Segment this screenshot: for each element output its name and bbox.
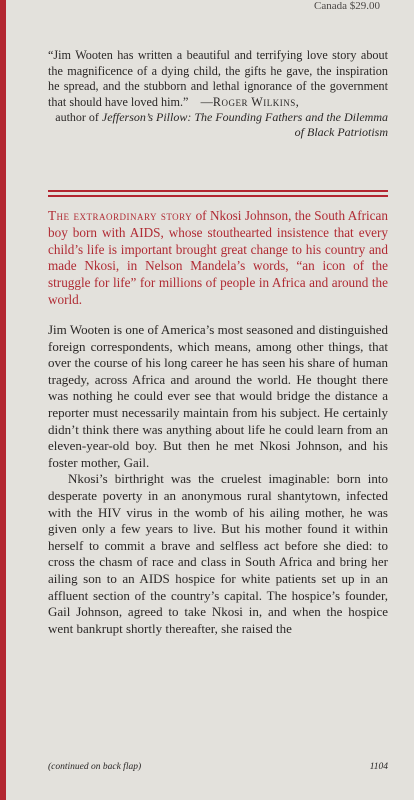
red-spine-edge xyxy=(0,0,6,800)
blurb-text xyxy=(48,48,388,110)
blurb-quote xyxy=(48,48,388,140)
blurb-body: “Jim Wooten has written a beautiful and terrifying love story about the magnificence of a dying child, the gifts he gave, the inspiration he spread, and the stubborn and lethal ignorance of the government that should have loved him.” xyxy=(48,48,388,109)
lead-caps: The extraordinary story xyxy=(48,208,193,223)
lead-paragraph xyxy=(48,208,388,309)
print-code: 1104 xyxy=(369,762,388,772)
price: Canada $29.00 xyxy=(314,0,380,12)
body-paragraph-2: Nkosi’s birthright was the cruelest imaginable: born into desperate poverty in an anonymous rural shantytown, infected with the HIV virus in the womb of his ailing mother, he was given only a few years to live. But his mother found it within herself to commit a brave and selfless act before she died: to cross the chasm of race and class in South Africa and bring her ailing son to an AIDS hospice for white patients set up in an affluent section of the country’s capital. The hospice’s founder, Gail Johnson, agreed to take Nkosi in, and when the hospice went bankrupt shortly thereafter, she raised the xyxy=(48,471,388,636)
body-text xyxy=(48,322,388,637)
attribution-name: Roger Wilkins, xyxy=(212,94,300,109)
divider-rule-bottom xyxy=(48,195,388,197)
attribution-book-title: Jefferson’s Pillow: The Founding Fathers and the Dilemma of Black Patriotism xyxy=(101,110,388,139)
attribution-credit xyxy=(48,110,388,140)
lead-text: of Nkosi Johnson, the South African boy born with AIDS, whose stouthearted insistence that every child’s life is important brought great change to his country and made Nkosi, in Nelson Mandela’s words, “an icon of the struggle for life” for millions of people in Africa and around the world. xyxy=(48,208,388,307)
body-paragraph-1: Jim Wooten is one of America’s most seasoned and distinguished foreign correspondents, which means, among other things, that over the course of his long career he has seen his share of human tragedy, across Africa and around the world. He thought there was nothing he could ever see that would bridge the distance a reporter must necessarily maintain from his subject. He certainly didn’t think there was anything about life he could learn from an eleven-year-old boy. But then he met Nkosi Johnson, and his foster mother, Gail. xyxy=(48,322,388,470)
divider-rule-top xyxy=(48,190,388,192)
continued-note: (continued on back flap) xyxy=(48,762,142,772)
attribution-prefix: author of xyxy=(55,110,99,124)
attribution-dash: — xyxy=(200,94,213,109)
